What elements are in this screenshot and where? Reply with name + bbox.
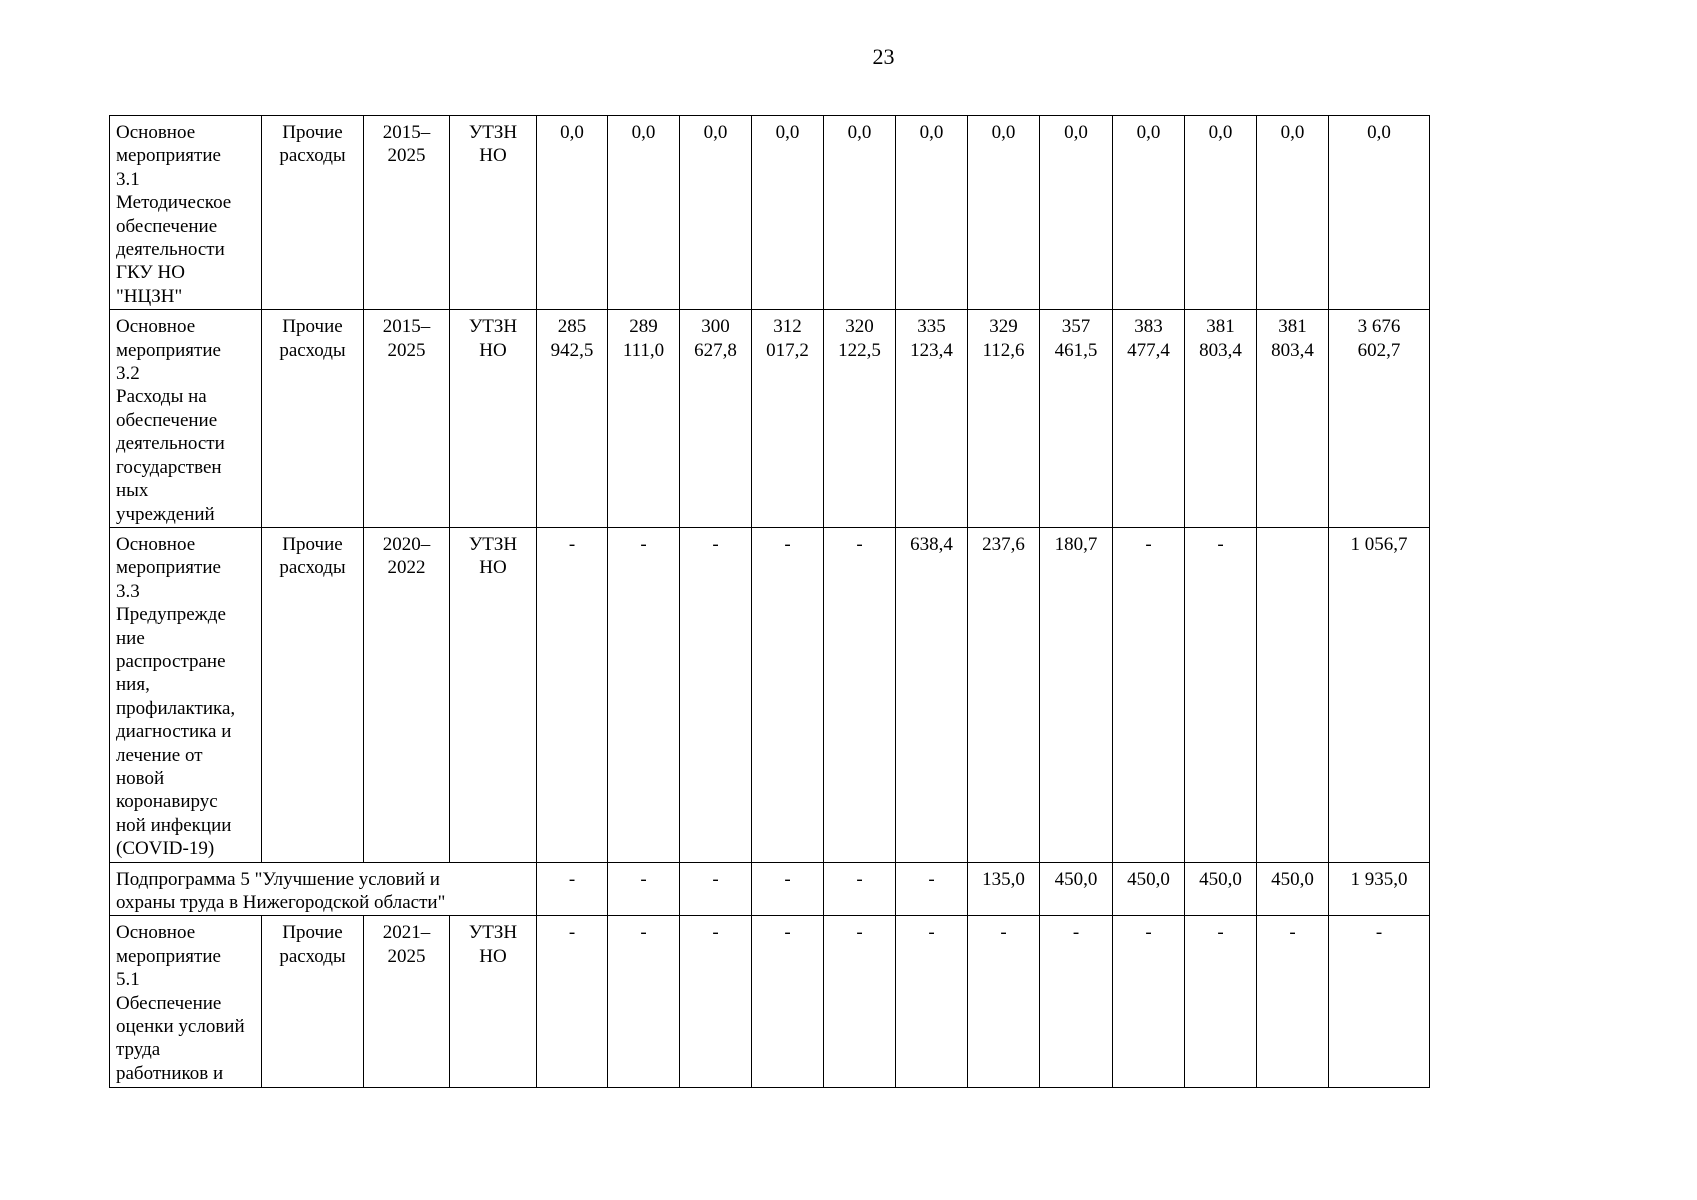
value-cell-text: 285 942,5 (550, 316, 594, 361)
value-cell (680, 116, 752, 310)
value-cell (968, 116, 1040, 310)
total-cell-text: 1 935,0 (1350, 868, 1408, 890)
period-cell-text: 2015– 2025 (382, 122, 431, 167)
executor-cell (450, 310, 537, 528)
value-cell (752, 862, 824, 916)
value-cell-text: 300 627,8 (694, 316, 737, 361)
executor-cell (450, 116, 537, 310)
value-cell (680, 310, 752, 528)
value-cell-text: - (712, 922, 719, 944)
total-cell (1329, 916, 1430, 1088)
value-cell-text: - (784, 533, 791, 555)
value-cell (752, 310, 824, 528)
budget-table (109, 115, 1430, 1088)
value-cell (752, 116, 824, 310)
period-cell (364, 116, 450, 310)
executor-cell (450, 527, 537, 862)
expense-type-cell-text: Прочие расходы (279, 533, 346, 579)
value-cell-text: 450,0 (1271, 868, 1314, 890)
expense-type-cell (262, 916, 364, 1088)
page-number: 23 (872, 44, 895, 69)
value-cell-text: 450,0 (1054, 868, 1098, 890)
subprogram-name-cell (110, 862, 537, 916)
total-cell-text: 0,0 (1367, 122, 1391, 143)
value-cell-text: 312 017,2 (766, 316, 809, 361)
value-cell (608, 310, 680, 528)
value-cell-text: - (1217, 922, 1224, 944)
value-cell (968, 310, 1040, 528)
value-cell-text: - (928, 868, 935, 890)
executor-cell-text: УТЗН НО (468, 922, 518, 967)
total-cell (1329, 862, 1430, 916)
value-cell (1185, 310, 1257, 528)
value-cell-text: - (1217, 533, 1224, 555)
value-cell-text: 180,7 (1054, 533, 1098, 555)
value-cell-text: 450,0 (1199, 868, 1242, 890)
value-cell (1040, 527, 1113, 862)
expense-type-cell-text: Прочие расходы (279, 122, 346, 167)
value-cell-text: 329 112,6 (982, 316, 1025, 361)
value-cell-text: 381 803,4 (1199, 316, 1242, 361)
value-cell (537, 862, 608, 916)
period-cell (364, 527, 450, 862)
value-cell-text: 450,0 (1127, 868, 1170, 890)
value-cell (1185, 527, 1257, 862)
value-cell (1040, 916, 1113, 1088)
value-cell-text: 0,0 (631, 122, 656, 143)
value-cell (752, 916, 824, 1088)
value-cell-text: - (568, 922, 576, 944)
value-cell-text: - (1145, 922, 1152, 944)
value-cell (824, 862, 896, 916)
value-cell-text: - (712, 868, 719, 890)
value-cell (608, 862, 680, 916)
activity-name-cell (110, 310, 262, 528)
value-cell (1040, 862, 1113, 916)
value-cell (1257, 862, 1329, 916)
subprogram-name-cell-text: Подпрограмма 5 "Улучшение условий и охраны труда в Нижегородской области" (116, 868, 446, 913)
value-cell (896, 916, 968, 1088)
value-cell-text: - (1289, 922, 1296, 944)
total-cell-text: 1 056,7 (1350, 533, 1408, 555)
value-cell (824, 310, 896, 528)
value-cell-text: 0,0 (1280, 122, 1305, 143)
value-cell-text: 237,6 (982, 533, 1025, 555)
activity-name-cell-text: Основное мероприятие 3.3 Предупрежде ние распростране ния, профилактика, диагностика и лечение от новой коронавирус ной инфекции (COVID-19) (116, 533, 236, 860)
value-cell (1040, 310, 1113, 528)
activity-row (110, 116, 1430, 310)
value-cell (608, 527, 680, 862)
value-cell (1040, 116, 1113, 310)
value-cell (968, 916, 1040, 1088)
executor-cell-text: УТЗН НО (468, 122, 518, 167)
activity-name-cell (110, 916, 262, 1088)
value-cell (608, 916, 680, 1088)
value-cell-text: - (784, 922, 791, 944)
value-cell (896, 527, 968, 862)
activity-row (110, 527, 1430, 862)
executor-cell (450, 916, 537, 1088)
value-cell (968, 527, 1040, 862)
activity-name-cell-text: Основное мероприятие 3.2 Расходы на обеспечение деятельности государствен ных учреждений (116, 316, 225, 525)
value-cell-text: - (568, 533, 576, 555)
value-cell (680, 527, 752, 862)
value-cell-text: 0,0 (560, 122, 584, 143)
value-cell-text: - (784, 868, 791, 890)
value-cell (824, 916, 896, 1088)
period-cell (364, 310, 450, 528)
value-cell (1113, 862, 1185, 916)
value-cell (1257, 116, 1329, 310)
value-cell-text: 0,0 (919, 122, 944, 143)
value-cell-text: 0,0 (847, 122, 872, 143)
value-cell-text: 335 123,4 (910, 316, 953, 361)
value-cell (824, 527, 896, 862)
value-cell-text: - (928, 922, 935, 944)
value-cell-text: 381 803,4 (1271, 316, 1314, 361)
expense-type-cell (262, 310, 364, 528)
value-cell (752, 527, 824, 862)
value-cell (896, 116, 968, 310)
value-cell (537, 527, 608, 862)
value-cell-text: - (640, 868, 647, 890)
value-cell (1113, 310, 1185, 528)
value-cell (537, 310, 608, 528)
activity-name-cell (110, 116, 262, 310)
value-cell (680, 916, 752, 1088)
value-cell-text: 0,0 (1136, 122, 1161, 143)
period-cell-text: 2015– 2025 (382, 316, 431, 361)
value-cell (1113, 116, 1185, 310)
value-cell-text: 0,0 (1064, 122, 1088, 143)
value-cell-text: - (856, 922, 863, 944)
period-cell-text: 2021– 2025 (382, 922, 431, 967)
value-cell (680, 862, 752, 916)
expense-type-cell-text: Прочие расходы (279, 922, 346, 967)
value-cell (1185, 916, 1257, 1088)
activity-row (110, 310, 1430, 528)
value-cell (608, 116, 680, 310)
executor-cell-text: УТЗН НО (468, 533, 518, 579)
activity-name-cell (110, 527, 262, 862)
period-cell (364, 916, 450, 1088)
activity-name-cell-text: Основное мероприятие 5.1 Обеспечение оценки условий труда работников и (116, 922, 245, 1084)
subprogram-row (110, 862, 1430, 916)
expense-type-cell-text: Прочие расходы (279, 316, 346, 361)
total-cell (1329, 116, 1430, 310)
value-cell-text: - (712, 533, 719, 555)
value-cell (1113, 527, 1185, 862)
value-cell-text: - (640, 533, 647, 555)
period-cell-text: 2020– 2022 (382, 533, 431, 579)
table-body (110, 116, 1430, 1088)
value-cell-text: - (856, 533, 863, 555)
value-cell (968, 862, 1040, 916)
value-cell-text: - (568, 868, 576, 890)
value-cell-text: 638,4 (910, 533, 953, 555)
expense-type-cell (262, 527, 364, 862)
expense-type-cell (262, 116, 364, 310)
activity-name-cell-text: Основное мероприятие 3.1 Методическое обеспечение деятельности ГКУ НО "НЦЗН" (116, 122, 232, 307)
value-cell (1257, 527, 1329, 862)
value-cell-text: 383 477,4 (1127, 316, 1170, 361)
value-cell-text: 0,0 (703, 122, 728, 143)
value-cell (824, 116, 896, 310)
value-cell-text: - (1000, 922, 1007, 944)
value-cell (896, 310, 968, 528)
value-cell-text: 320 122,5 (838, 316, 881, 361)
total-cell-text: - (1375, 922, 1383, 944)
value-cell-text: 0,0 (1208, 122, 1233, 143)
total-cell-text: 3 676 602,7 (1357, 316, 1401, 361)
value-cell (1257, 310, 1329, 528)
value-cell-text: - (856, 868, 863, 890)
value-cell-text: 357 461,5 (1054, 316, 1098, 361)
value-cell (1185, 862, 1257, 916)
value-cell-text: 135,0 (982, 868, 1025, 890)
value-cell-text: 0,0 (775, 122, 800, 143)
value-cell-text: 289 111,0 (622, 316, 665, 361)
value-cell (1185, 116, 1257, 310)
value-cell (1257, 916, 1329, 1088)
executor-cell-text: УТЗН НО (468, 316, 518, 361)
value-cell-text: - (1072, 922, 1080, 944)
activity-row (110, 916, 1430, 1088)
total-cell (1329, 527, 1430, 862)
value-cell (537, 916, 608, 1088)
value-cell (537, 116, 608, 310)
value-cell-text: - (1145, 533, 1152, 555)
total-cell (1329, 310, 1430, 528)
value-cell-text: 0,0 (991, 122, 1016, 143)
value-cell (1113, 916, 1185, 1088)
value-cell (896, 862, 968, 916)
value-cell-text: - (640, 922, 647, 944)
